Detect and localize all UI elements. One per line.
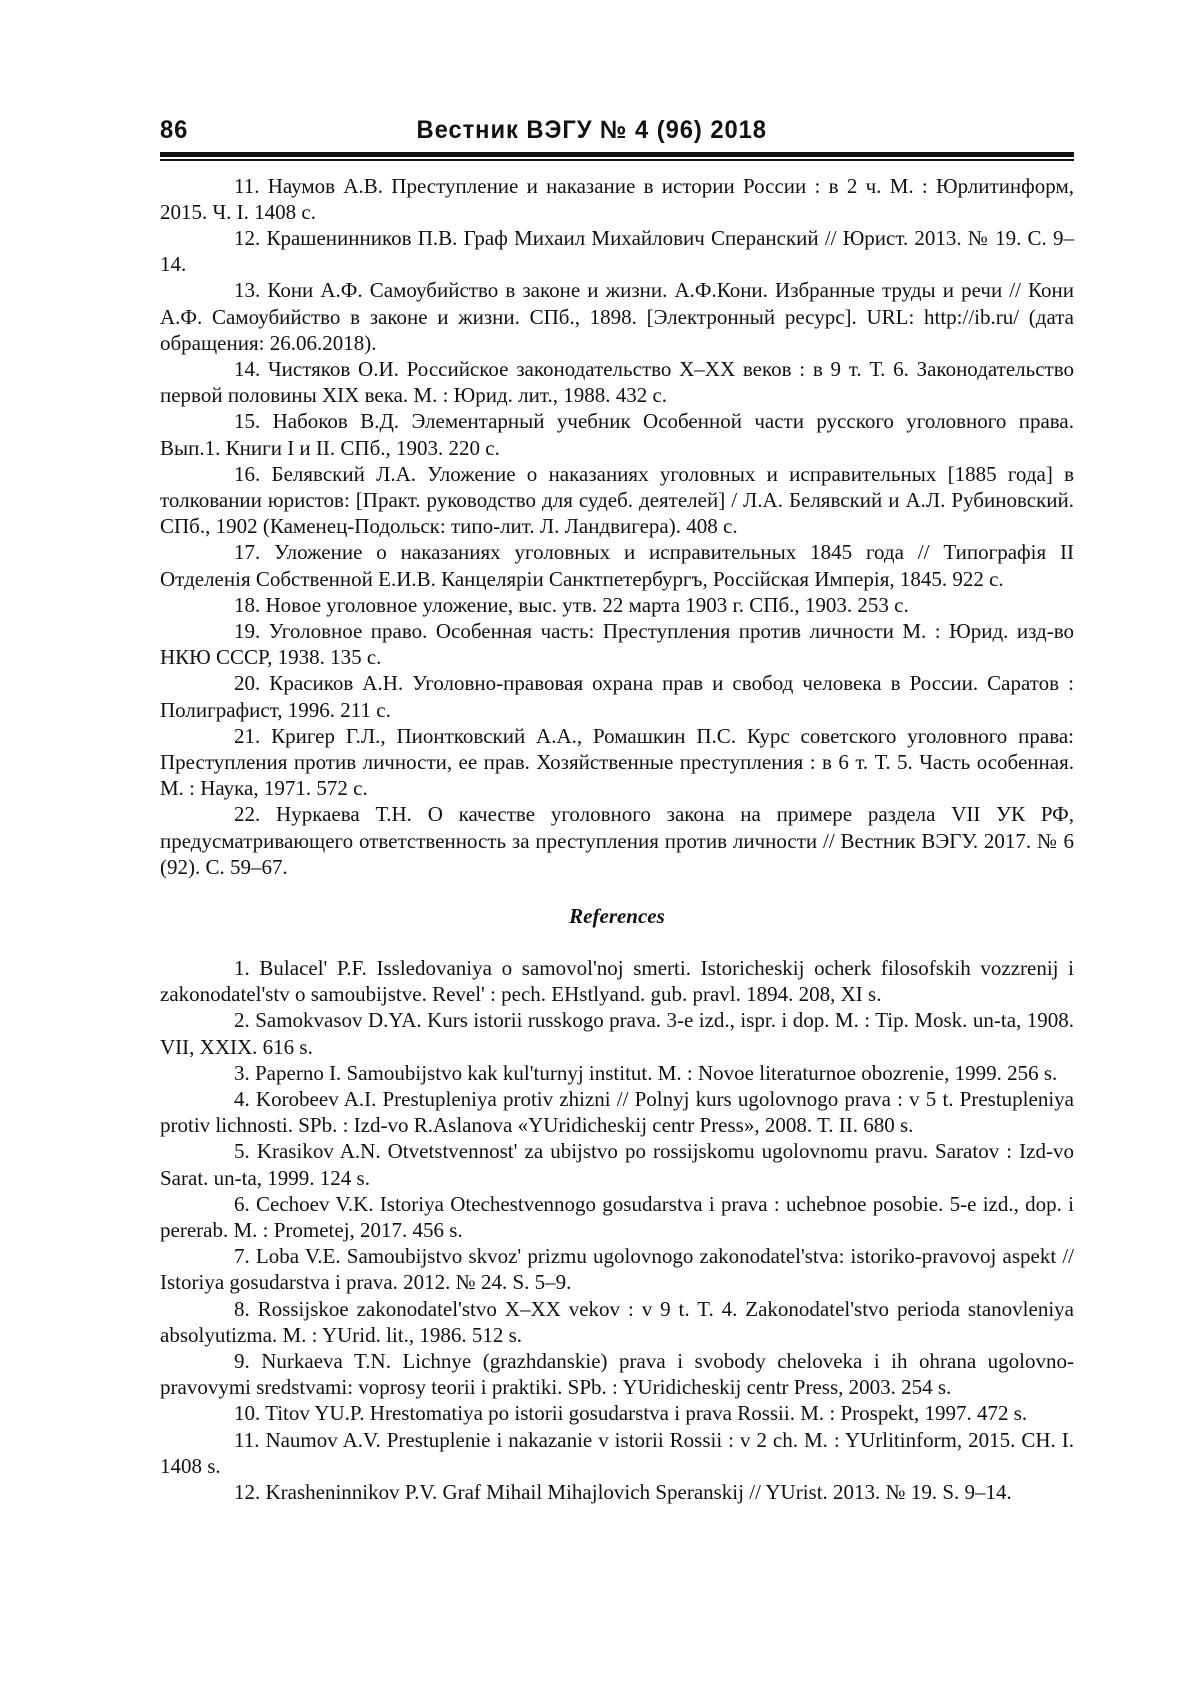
reference-item: 19. Уголовное право. Особенная часть: Преступления против личности М. : Юрид. изд-во НКЮ СССР, 1938. 135 с. [160,618,1074,670]
reference-item: 12. Крашенинников П.В. Граф Михаил Михайлович Сперанский // Юрист. 2013. № 19. С. 9–14. [160,225,1074,277]
reference-item: 11. Наумов А.В. Преступление и наказание в истории России : в 2 ч. М. : Юрлитинформ, 2015. Ч. I. 1408 с. [160,173,1074,224]
references-section-title: References [569,903,665,928]
references-en-list [160,955,1074,1505]
reference-item: 7. Loba V.E. Samoubijstvo skvoz' prizmu ugolovnogo zakonodatel'stva: istoriko-pravovoj aspekt // Istoriya gosudarstva i prava. 2012. № 24. S. 5–9. [160,1244,1074,1295]
journal-page [160,112,1074,1505]
reference-item: 15. Набоков В.Д. Элементарный учебник Особенной части русского уголовного права. Вып.1. Книги I и II. СПб., 1903. 220 с. [160,409,1074,460]
reference-item: 5. Krasikov A.N. Otvetstvennost' za ubijstvo po rossijskomu ugolovnomu pravu. Saratov : Izd-vo Sarat. un-ta, 1999. 124 s. [160,1139,1074,1190]
page-header [160,112,1028,148]
reference-item: 16. Белявский Л.А. Уложение о наказаниях уголовных и исправительных [1885 года] в толковании юристов: [Практ. руководство для судеб. деятелей] / Л.А. Белявский и А.Л. Рубиновский. СПб., 1902 (Каменец-Подольск: типо-лит. Л. Ландвигера). 408 с. [160,461,1074,539]
page-number: 86 [160,116,189,144]
reference-item: 4. Korobeev A.I. Prestupleniya protiv zhizni // Polnyj kurs ugolovnogo prava : v 5 t. Prestupleniya protiv lichnosti. SPb. : Izd-vo R.Aslanova «YUridicheskij centr Press», 2008. T. II. 680 s. [160,1087,1074,1138]
reference-item: 9. Nurkaeva T.N. Lichnye (grazhdanskie) prava i svobody cheloveka i ih ohrana ugolovno-pravovymi sredstvami: voprosy teorii i praktiki. SPb. : YUridicheskij centr Press, 2003. 254 s. [160,1349,1074,1400]
reference-item: 6. Cechoev V.K. Istoriya Otechestvennogo gosudarstva i prava : uchebnoe posobie. 5-e izd., dop. i pererab. M. : Prometej, 2017. 456 s. [160,1191,1074,1243]
reference-item: 1. Bulacel' P.F. Issledovaniya o samovol'noj smerti. Istoricheskij ocherk filosofskih vozzrenij i zakonodatel'stv o samoubijstve. Revel' : pech. EHstlyand. gub. pravl. 1894. 208, XI s. [160,955,1074,1007]
reference-item: 13. Кони А.Ф. Самоубийство в законе и жизни. А.Ф.Кони. Избранные труды и речи // Кони А.Ф. Самоубийство в законе и жизни. СПб., 1898. [Электронный ресурс]. URL: http://ib.ru/ (дата обращения: 26.06.2018). [160,278,1074,355]
header-rule-thick [160,152,1074,157]
reference-item: 3. Paperno I. Samoubijstvo kak kul'turnyj institut. M. : Novoe literaturnoe obozrenie, 1999. 256 s. [234,1060,1058,1085]
references-ru-list [160,173,1074,880]
header-rule-thin [160,159,1074,161]
reference-item: 10. Titov YU.P. Hrestomatiya po istorii gosudarstva i prava Rossii. M. : Prospekt, 1997. 472 s. [234,1401,1028,1426]
reference-item: 17. Уложение о наказаниях уголовных и исправительных 1845 года // Типографія II Отделенія Собственной Е.И.В. Канцеляріи Санктпетербургъ, Россійская Имперія, 1845. 922 с. [160,540,1074,591]
reference-item: 18. Новое уголовное уложение, выс. утв. 22 марта 1903 г. СПб., 1903. 253 с. [234,592,909,617]
reference-item: 20. Красиков А.Н. Уголовно-правовая охрана прав и свобод человека в России. Саратов : Полиграфист, 1996. 211 с. [160,671,1074,722]
journal-title: Вестник ВЭГУ № 4 (96) 2018 [416,116,767,144]
reference-item: 2. Samokvasov D.YA. Kurs istorii russkogo prava. 3-e izd., ispr. i dop. M. : Tip. Mosk. un-ta, 1908. VII, XXIX. 616 s. [160,1008,1074,1059]
reference-item: 14. Чистяков О.И. Российское законодательство X–XX веков : в 9 т. Т. 6. Законодательство первой половины XIX века. М. : Юрид. лит., 1988. 432 с. [160,356,1074,408]
reference-item: 8. Rossijskoe zakonodatel'stvo X–XX vekov : v 9 t. T. 4. Zakonodatel'stvo perioda stanovleniya absolyutizma. M. : YUrid. lit., 1986. 512 s. [160,1296,1074,1347]
reference-item: 21. Кригер Г.Л., Пионтковский А.А., Ромашкин П.С. Курс советского уголовного права: Преступления против личности, ее прав. Хозяйственные преступления : в 6 т. Т. 5. Часть особенная. М. : Наука, 1971. 572 с. [160,723,1074,801]
reference-item: 11. Naumov A.V. Prestuplenie i nakazanie v istorii Rossii : v 2 ch. M. : YUrlitinform, 2015. CH. I. 1408 s. [160,1427,1074,1478]
reference-item: 22. Нуркаева Т.Н. О качестве уголовного закона на примере раздела VII УК РФ, предусматривающего ответственность за преступления против личности // Вестник ВЭГУ. 2017. № 6 (92). С. 59–67. [160,802,1074,879]
reference-item: 12. Krasheninnikov P.V. Graf Mihail Mihajlovich Speranskij // YUrist. 2013. № 19. S. 9–14. [234,1480,1012,1505]
